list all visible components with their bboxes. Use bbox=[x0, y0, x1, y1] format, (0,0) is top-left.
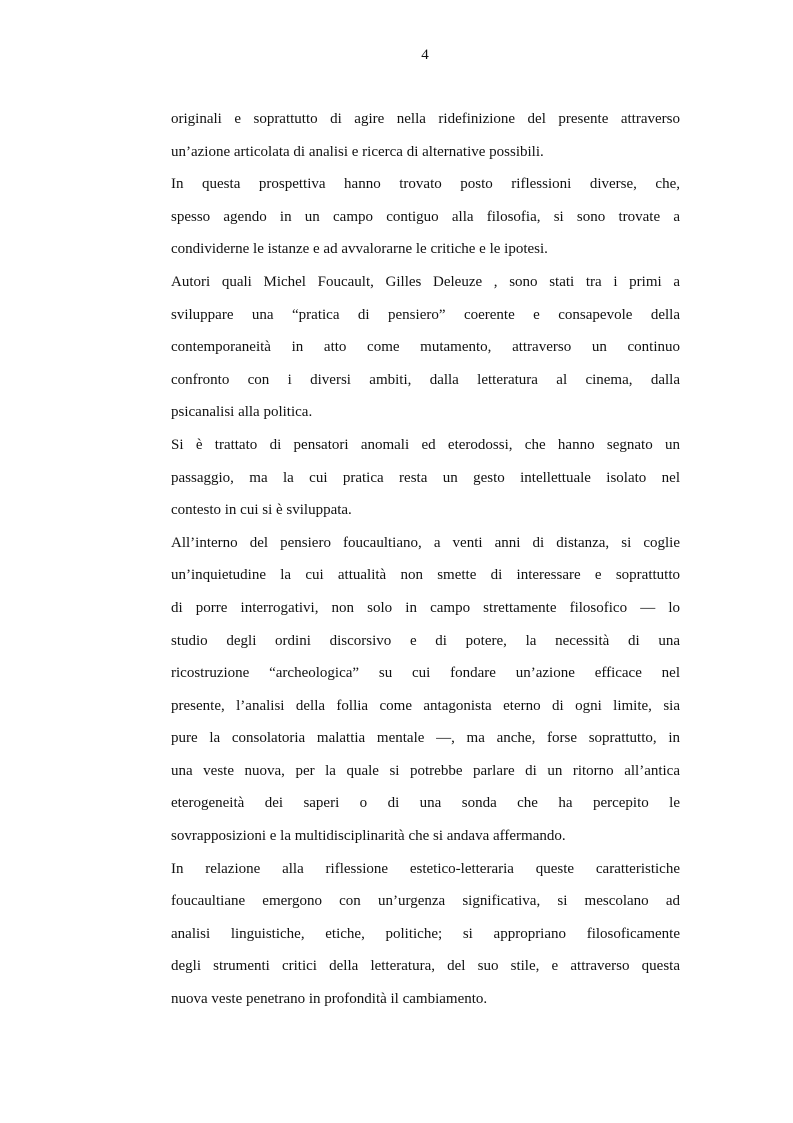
text-line: di porre interrogativi, non solo in campo strettamente filosofico — lo bbox=[171, 599, 680, 616]
text-line: Autori quali Michel Foucault, Gilles Deleuze , sono stati tra i primi a bbox=[171, 273, 680, 290]
text-line: contemporaneità in atto come mutamento, attraverso un continuo bbox=[171, 339, 680, 356]
text-line: un’azione articolata di analisi e ricerca di alternative possibili. bbox=[171, 143, 544, 160]
paragraph bbox=[171, 266, 680, 429]
paragraph bbox=[171, 853, 680, 1016]
paragraph bbox=[171, 429, 680, 527]
text-line: Si è trattato di pensatori anomali ed eterodossi, che hanno segnato un bbox=[171, 436, 680, 453]
text-line: condividerne le istanze e ad avvalorarne le critiche e le ipotesi. bbox=[171, 241, 548, 258]
text-line: presente, l’analisi della follia come antagonista eterno di ogni limite, sia bbox=[171, 697, 680, 714]
text-line: studio degli ordini discorsivo e di potere, la necessità di una bbox=[171, 632, 680, 649]
text-line: una veste nuova, per la quale si potrebbe parlare di un ritorno all’antica bbox=[171, 762, 680, 779]
text-line: sviluppare una “pratica di pensiero” coerente e consapevole della bbox=[171, 306, 680, 323]
text-line: All’interno del pensiero foucaultiano, a venti anni di distanza, si coglie bbox=[171, 534, 680, 551]
text-line: spesso agendo in un campo contiguo alla filosofia, si sono trovate a bbox=[171, 208, 680, 225]
paragraph bbox=[171, 103, 680, 168]
text-line: ricostruzione “archeologica” su cui fondare un’azione efficace nel bbox=[171, 665, 680, 682]
text-line: un’inquietudine la cui attualità non smette di interessare e soprattutto bbox=[171, 567, 680, 584]
text-line: contesto in cui si è sviluppata. bbox=[171, 502, 352, 519]
text-line: psicanalisi alla politica. bbox=[171, 404, 313, 421]
body-text bbox=[171, 103, 680, 1016]
text-line: pure la consolatoria malattia mentale —, ma anche, forse soprattutto, in bbox=[171, 730, 680, 747]
text-line: In questa prospettiva hanno trovato posto riflessioni diverse, che, bbox=[171, 176, 680, 193]
text-line: foucaultiane emergono con un’urgenza significativa, si mescolano ad bbox=[171, 893, 680, 910]
text-line: originali e soprattutto di agire nella ridefinizione del presente attraverso bbox=[171, 111, 680, 127]
text-line: eterogeneità dei saperi o di una sonda che ha percepito le bbox=[171, 795, 680, 812]
text-line: degli strumenti critici della letteratura, del suo stile, e attraverso questa bbox=[171, 958, 680, 975]
paragraph bbox=[171, 527, 680, 853]
text-line: analisi linguistiche, etiche, politiche; si appropriano filosoficamente bbox=[171, 925, 680, 942]
text-line: In relazione alla riflessione estetico-letteraria queste caratteristiche bbox=[171, 860, 680, 877]
text-line: sovrapposizioni e la multidisciplinarità che si andava affermando. bbox=[171, 828, 566, 845]
page-number: 4 bbox=[421, 47, 429, 63]
text-line: passaggio, ma la cui pratica resta un gesto intellettuale isolato nel bbox=[171, 469, 680, 486]
paragraph bbox=[171, 168, 680, 266]
text-line: nuova veste penetrano in profondità il cambiamento. bbox=[171, 991, 488, 1008]
text-line: confronto con i diversi ambiti, dalla letteratura al cinema, dalla bbox=[171, 371, 680, 388]
